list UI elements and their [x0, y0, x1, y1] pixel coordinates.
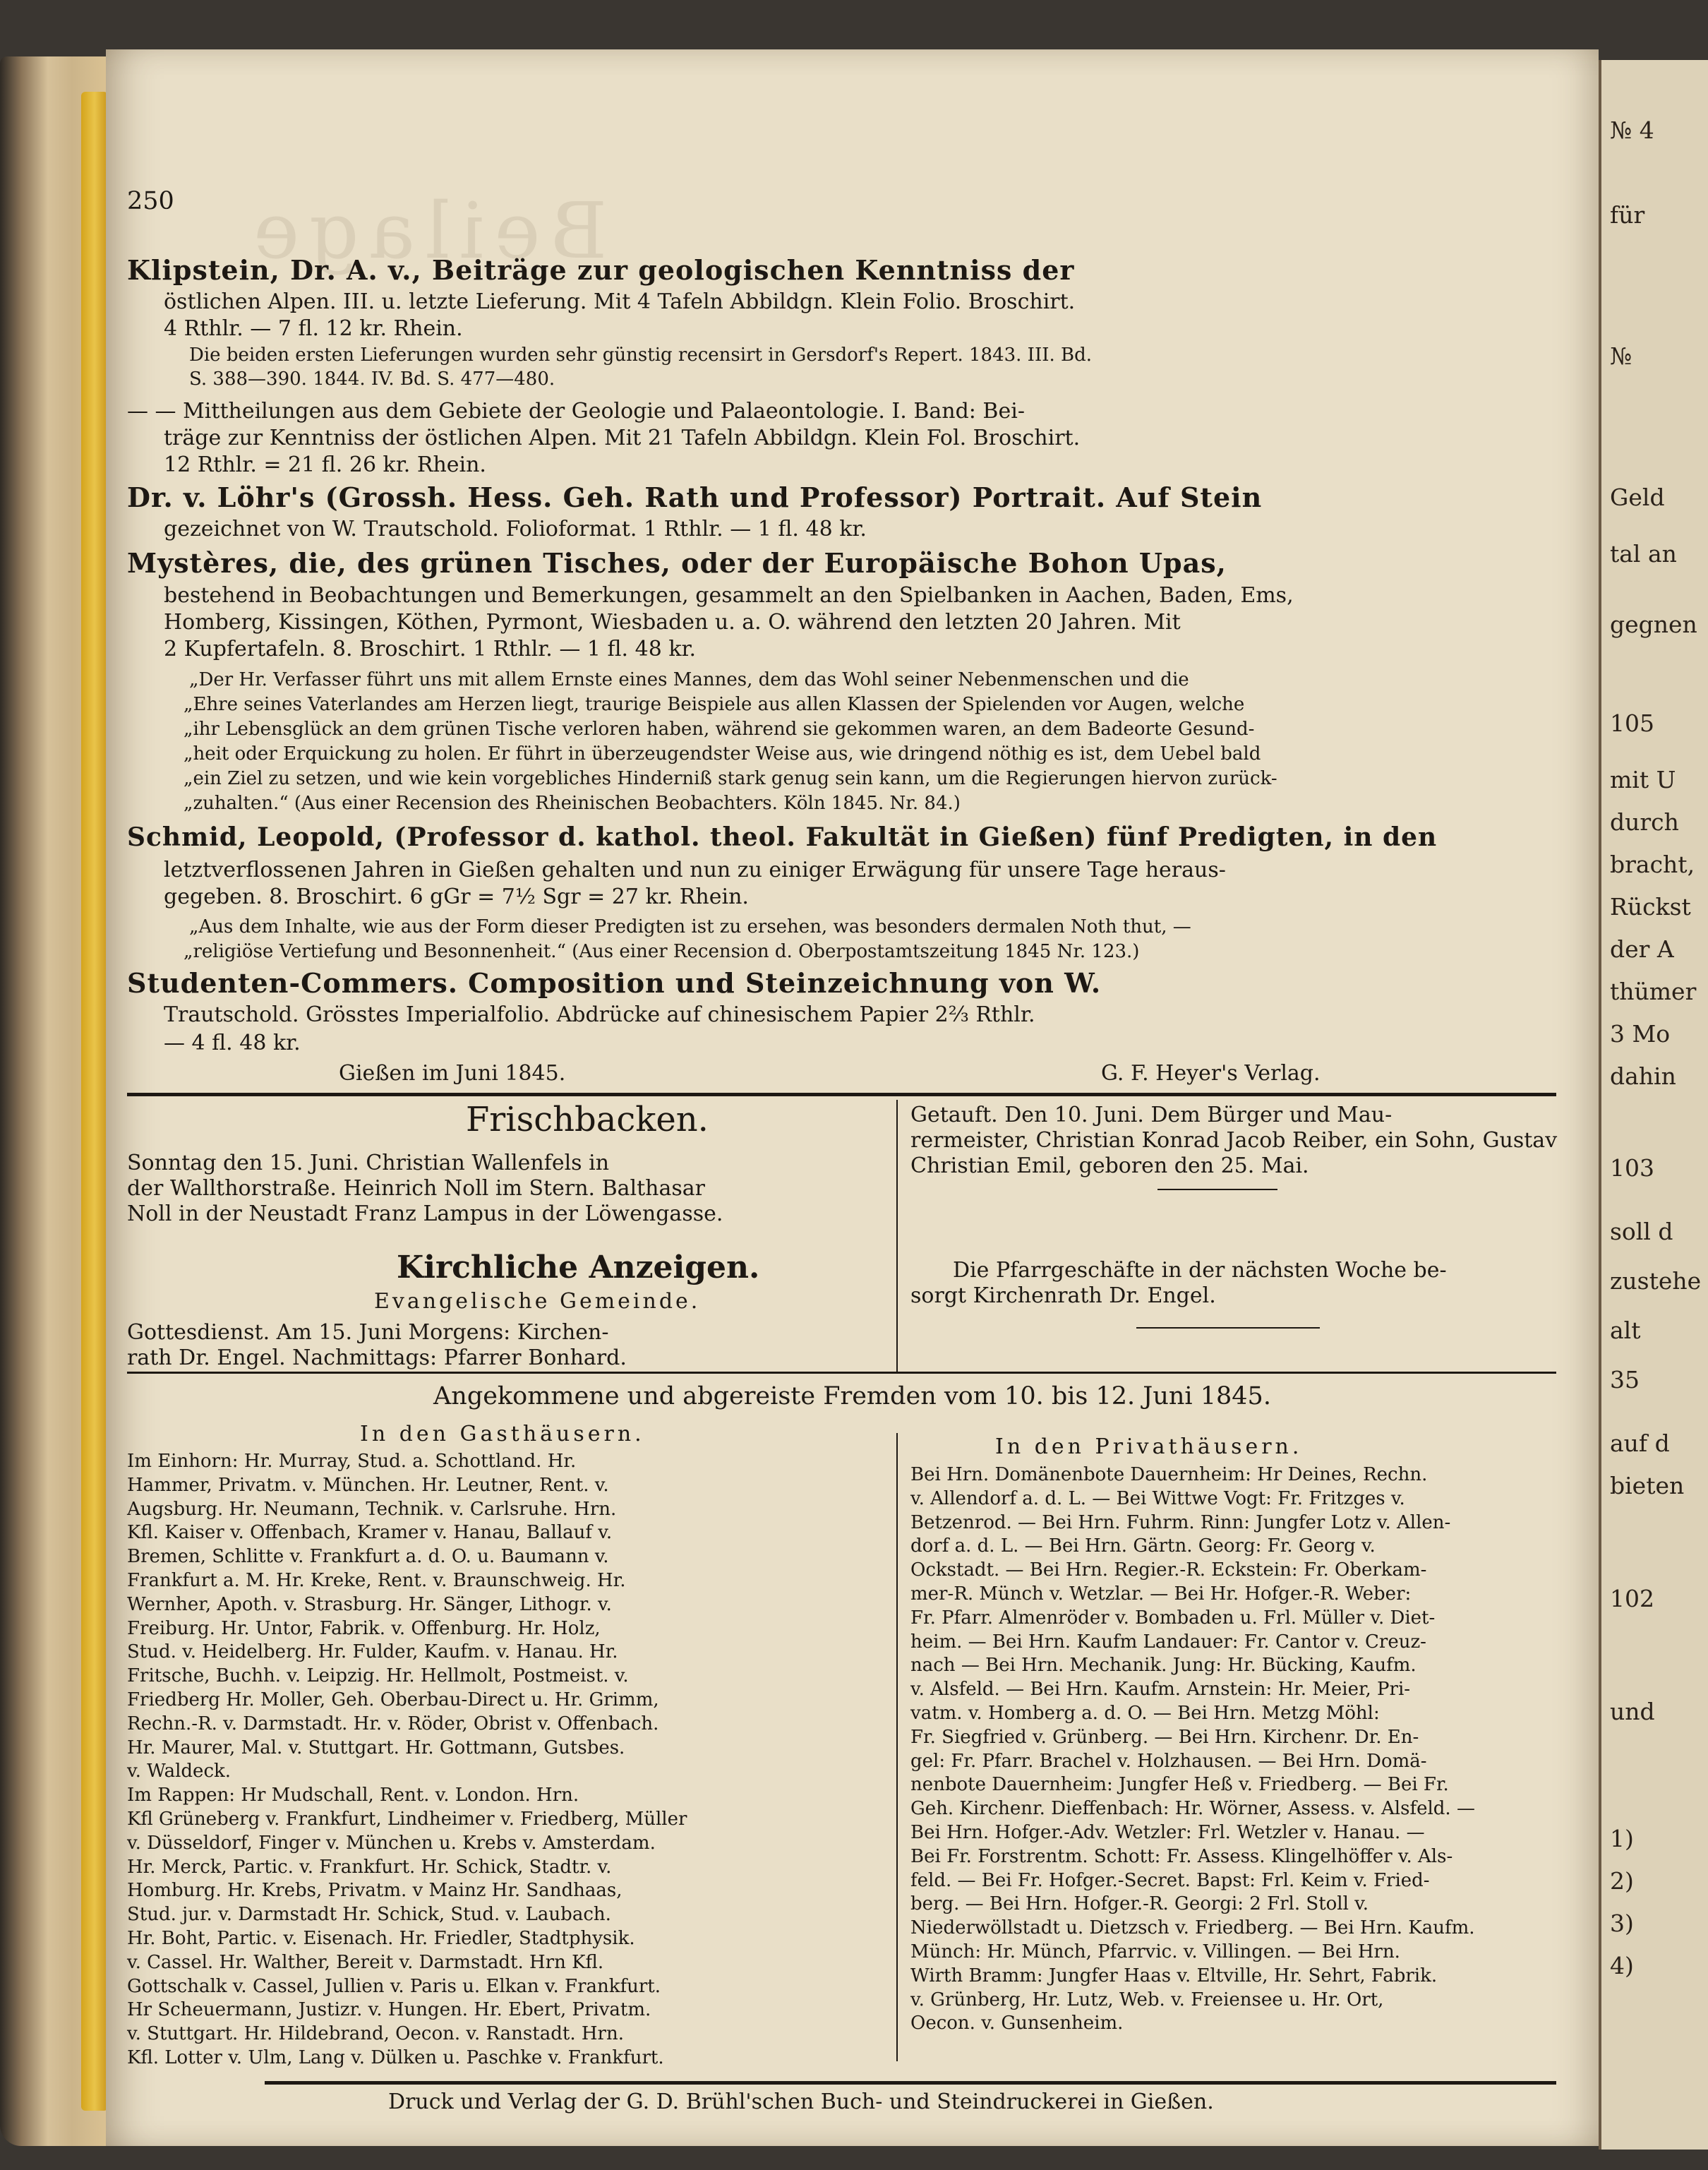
schmid-quote: „religiöse Vertiefung und Besonnenheit.“ (Aus einer Recension d. Oberpostamtszeitung 1845 Nr. 123.) — [184, 941, 1140, 962]
next-page-fragment: der A — [1610, 935, 1674, 963]
bleed-through-title: Beilage — [243, 186, 608, 276]
next-page-fragment: durch — [1610, 808, 1679, 836]
frischbacken-title: Frischbacken. — [466, 1100, 709, 1139]
fremden-list-line: Fr. Siegfried v. Grünberg. — Bei Hrn. Kirchenr. Dr. En- — [910, 1726, 1419, 1748]
mysteres-quote: „ein Ziel zu setzen, und wie kein vorgebliches Hinderniß stark genug sein kann, um die Regierungen hiervon zurück- — [184, 768, 1277, 789]
fremden-list-line: Hr. Boht, Partic. v. Eisenach. Hr. Friedler, Stadtphysik. — [127, 1928, 635, 1949]
frischbacken-line: Sonntag den 15. Juni. Christian Wallenfels in — [127, 1151, 610, 1175]
klipstein-note: Die beiden ersten Lieferungen wurden sehr günstig recensirt in Gersdorf's Repert. 1843. III. Bd. — [189, 344, 1093, 366]
klipstein-heading: Klipstein, Dr. A. v., Beiträge zur geologischen Kenntniss der — [127, 254, 1075, 286]
next-page-fragment: № — [1610, 342, 1632, 370]
next-page-fragment: Rückst — [1610, 893, 1691, 921]
commers-line: Trautschold. Grösstes Imperialfolio. Abdrücke auf chinesischem Papier 2⅔ Rthlr. — [164, 1002, 1035, 1027]
fremden-list-line: Bei Hrn. Hofger.-Adv. Wetzler: Frl. Wetzler v. Hanau. — — [910, 1822, 1425, 1843]
separator-rule — [127, 1372, 1556, 1374]
fremden-list-line: Bremen, Schlitte v. Frankfurt a. d. O. u. Baumann v. — [127, 1546, 609, 1568]
mysteres-line: Homberg, Kissingen, Köthen, Pyrmont, Wiesbaden u. a. O. während den letzten 20 Jahren. Mit — [164, 610, 1181, 635]
next-page-fragment: für — [1610, 201, 1645, 229]
next-page-fragment: alt — [1610, 1317, 1641, 1344]
mittheilungen-line: — — Mittheilungen aus dem Gebiete der Geologie und Palaeontologie. I. Band: Bei- — [127, 399, 1025, 424]
next-page-fragment: 4) — [1610, 1952, 1634, 1979]
next-page-edge — [1599, 60, 1708, 2150]
fremden-list-line: Münch: Hr. Münch, Pfarrvic. v. Villingen. — Bei Hrn. — [910, 1941, 1400, 1962]
bottom-rule — [265, 2081, 1556, 2085]
fremden-list-line: Fritsche, Buchh. v. Leipzig. Hr. Hellmolt, Postmeist. v. — [127, 1665, 629, 1687]
mysteres-quote: „ihr Lebensglück an dem grünen Tische verloren haben, während sie gekommen waren, an dem Badeorte Gesund- — [184, 719, 1255, 740]
fremden-list-line: feld. — Bei Fr. Hofger.-Secret. Bapst: Frl. Keim v. Fried- — [910, 1869, 1430, 1891]
fremden-list-line: Im Rappen: Hr Mudschall, Rent. v. London. Hrn. — [127, 1785, 579, 1806]
fremden-list-line: v. Alsfeld. — Bei Hrn. Kaufm. Arnstein: Hr. Meier, Pri- — [910, 1679, 1411, 1701]
fremden-list-line: mer-R. Münch v. Wetzlar. — Bei Hr. Hofger.-R. Weber: — [910, 1583, 1412, 1605]
fremden-list-line: Kfl. Lotter v. Ulm, Lang v. Dülken u. Paschke v. Frankfurt. — [127, 2047, 664, 2068]
fremden-list-line: berg. — Bei Hrn. Hofger.-R. Georgi: 2 Frl. Stoll v. — [910, 1893, 1369, 1915]
next-page-fragment: bracht, — [1610, 851, 1695, 878]
fremden-list-line: dorf a. d. L. — Bei Hrn. Gärtn. Georg: Fr. Georg v. — [910, 1535, 1376, 1557]
fremden-title: Angekommene und abgereiste Fremden vom 10. bis 12. Juni 1845. — [433, 1382, 1271, 1410]
loehr-line: gezeichnet von W. Trautschold. Folioformat. 1 Rthlr. — 1 fl. 48 kr. — [164, 517, 867, 541]
next-page-fragment: bieten — [1610, 1472, 1685, 1499]
mittheilungen-line: 12 Rthlr. = 21 fl. 26 kr. Rhein. — [164, 452, 486, 477]
fremden-list-line: Kfl Grüneberg v. Frankfurt, Lindheimer v. Friedberg, Müller — [127, 1809, 687, 1830]
gasthaeuser-heading: In den Gasthäusern. — [360, 1422, 645, 1446]
schmid-line: letztverflossenen Jahren in Gießen gehalten und nun zu einiger Erwägung für unsere Tage heraus- — [164, 858, 1226, 882]
commers-line: — 4 fl. 48 kr. — [164, 1031, 301, 1055]
pfarr-line: sorgt Kirchenrath Dr. Engel. — [910, 1283, 1216, 1308]
mysteres-quote: „Der Hr. Verfasser führt uns mit allem Ernste eines Mannes, dem das Wohl seiner Nebenmenschen und die — [189, 669, 1189, 690]
kirchliche-subtitle: Evangelische Gemeinde. — [374, 1289, 701, 1314]
fremden-list-line: Bei Fr. Forstrentm. Schott: Fr. Assess. Klingelhöffer v. Als- — [910, 1845, 1453, 1867]
fremden-list-line: Hr. Maurer, Mal. v. Stuttgart. Hr. Gottmann, Gutsbes. — [127, 1737, 625, 1758]
yellow-page-edge — [81, 92, 108, 2111]
frischbacken-line: Noll in der Neustadt Franz Lampus in der Löwengasse. — [127, 1201, 723, 1226]
schmid-line: gegeben. 8. Broschirt. 6 gGr = 7½ Sgr = 27 kr. Rhein. — [164, 885, 749, 909]
fremden-list-line: Hr Scheuermann, Justizr. v. Hungen. Hr. Ebert, Privatm. — [127, 1999, 651, 2021]
pfarr-line: Die Pfarrgeschäfte in der nächsten Woche be- — [953, 1258, 1447, 1283]
fremden-list-line: v. Cassel. Hr. Walther, Bereit v. Darmstadt. Hrn Kfl. — [127, 1951, 604, 1973]
fremden-list-line: nenbote Dauernheim: Jungfer Heß v. Friedberg. — Bei Fr. — [910, 1774, 1449, 1796]
kirchliche-line: Gottesdienst. Am 15. Juni Morgens: Kirchen- — [127, 1320, 609, 1345]
next-page-fragment: gegnen — [1610, 611, 1697, 638]
publisher-name: G. F. Heyer's Verlag. — [1101, 1061, 1321, 1086]
fremden-list-line: v. Allendorf a. d. L. — Bei Wittwe Vogt: Fr. Fritzges v. — [910, 1487, 1405, 1509]
next-page-fragment: 3 Mo — [1610, 1020, 1671, 1048]
publisher-place-date: Gießen im Juni 1845. — [339, 1061, 566, 1086]
privathaeuser-heading: In den Privathäusern. — [995, 1434, 1303, 1459]
next-page-fragment: 1) — [1610, 1825, 1634, 1852]
next-page-fragment: und — [1610, 1698, 1655, 1725]
next-page-fragment: dahin — [1610, 1062, 1676, 1090]
page-number: 250 — [127, 187, 174, 215]
next-page-fragment: 3) — [1610, 1910, 1634, 1937]
mysteres-quote: „Ehre seines Vaterlandes am Herzen liegt, traurige Beispiele aus allen Klassen der Spielenden vor Augen, welche — [184, 694, 1245, 715]
next-page-fragment: mit U — [1610, 766, 1676, 793]
fremden-list-line: Fr. Pfarr. Almenröder v. Bombaden u. Frl. Müller v. Diet- — [910, 1607, 1436, 1629]
next-page-fragment: auf d — [1610, 1429, 1670, 1457]
frischbacken-line: der Wallthorstraße. Heinrich Noll im Stern. Balthasar — [127, 1176, 706, 1201]
loehr-heading: Dr. v. Löhr's (Grossh. Hess. Geh. Rath und Professor) Portrait. Auf Stein — [127, 481, 1263, 513]
getauft-line: Christian Emil, geboren den 25. Mai. — [910, 1153, 1309, 1178]
mittheilungen-line: träge zur Kenntniss der östlichen Alpen. Mit 21 Tafeln Abbildgn. Klein Fol. Broschirt. — [164, 426, 1081, 450]
fremden-list-line: heim. — Bei Hrn. Kaufm Landauer: Fr. Cantor v. Creuz- — [910, 1631, 1426, 1653]
klipstein-note: S. 388—390. 1844. IV. Bd. S. 477—480. — [189, 368, 555, 390]
fremden-list-line: Niederwöllstadt u. Dietzsch v. Friedberg. — Bei Hrn. Kaufm. — [910, 1917, 1475, 1939]
column-divider — [896, 1433, 898, 2061]
fremden-list-line: Friedberg Hr. Moller, Geh. Oberbau-Direct u. Hr. Grimm, — [127, 1689, 659, 1710]
fremden-list-line: v. Düsseldorf, Finger v. München u. Krebs v. Amsterdam. — [127, 1832, 656, 1854]
next-page-fragment: 105 — [1610, 709, 1654, 737]
next-page-fragment: 2) — [1610, 1867, 1634, 1895]
getauft-line: rermeister, Christian Konrad Jacob Reiber, ein Sohn, Gustav — [910, 1128, 1558, 1153]
fremden-list-line: Augsburg. Hr. Neumann, Technik. v. Carlsruhe. Hrn. — [127, 1498, 617, 1520]
fremden-list-line: Hammer, Privatm. v. München. Hr. Leutner, Rent. v. — [127, 1474, 609, 1496]
schmid-heading: Schmid, Leopold, (Professor d. kathol. theol. Fakultät in Gießen) fünf Predigten, in den — [127, 822, 1438, 852]
fremden-list-line: Gottschalk v. Cassel, Jullien v. Paris u. Elkan v. Frankfurt. — [127, 1975, 661, 1997]
fremden-list-line: Geh. Kirchenr. Dieffenbach: Hr. Wörner, Assess. v. Alsfeld. — — [910, 1798, 1475, 1820]
fremden-list-line: Bei Hrn. Domänenbote Dauernheim: Hr Deines, Rechn. — [910, 1464, 1428, 1485]
next-page-fragment: thümer — [1610, 978, 1697, 1005]
next-page-fragment: 35 — [1610, 1366, 1640, 1393]
getauft-line: Getauft. Den 10. Juni. Dem Bürger und Mau- — [910, 1103, 1393, 1127]
fremden-list-line: Frankfurt a. M. Hr. Kreke, Rent. v. Braunschweig. Hr. — [127, 1570, 626, 1591]
klipstein-line: 4 Rthlr. — 7 fl. 12 kr. Rhein. — [164, 316, 463, 341]
schmid-quote: „Aus dem Inhalte, wie aus der Form dieser Predigten ist zu ersehen, was besonders dermalen Noth thut, — — [189, 916, 1191, 937]
next-page-fragment: zustehe — [1610, 1267, 1702, 1295]
fremden-list-line: Homburg. Hr. Krebs, Privatm. v Mainz Hr. Sandhaas, — [127, 1880, 623, 1902]
fremden-list-line: Ockstadt. — Bei Hrn. Regier.-R. Eckstein: Fr. Oberkam- — [910, 1559, 1427, 1581]
short-rule — [1136, 1327, 1320, 1329]
klipstein-line: östlichen Alpen. III. u. letzte Lieferung. Mit 4 Tafeln Abbildgn. Klein Folio. Broschirt. — [164, 289, 1076, 314]
fremden-list-line: vatm. v. Homberg a. d. O. — Bei Hrn. Metzg Möhl: — [910, 1703, 1380, 1724]
imprint: Druck und Verlag der G. D. Brühl'schen Buch- und Steindruckerei in Gießen. — [388, 2090, 1214, 2114]
column-divider — [896, 1100, 898, 1372]
next-page-fragment: 103 — [1610, 1154, 1654, 1182]
fremden-list-line: Freiburg. Hr. Untor, Fabrik. v. Offenburg. Hr. Holz, — [127, 1617, 601, 1639]
short-rule — [1157, 1189, 1277, 1190]
next-page-fragment: № 4 — [1610, 116, 1654, 144]
fremden-list-line: Stud. jur. v. Darmstadt Hr. Schick, Stud. v. Laubach. — [127, 1904, 611, 1926]
fremden-list-line: Kfl. Kaiser v. Offenbach, Kramer v. Hanau, Ballauf v. — [127, 1522, 613, 1544]
fremden-list-line: Stud. v. Heidelberg. Hr. Fulder, Kaufm. v. Hanau. Hr. — [127, 1641, 618, 1663]
kirchliche-title: Kirchliche Anzeigen. — [397, 1249, 760, 1285]
mysteres-quote: „heit oder Erquickung zu holen. Er führt in überzeugendster Weise aus, wie dringend nöthig es ist, dem Uebel bald — [184, 743, 1261, 765]
separator-rule — [127, 1093, 1556, 1096]
fremden-list-line: Hr. Merck, Partic. v. Frankfurt. Hr. Schick, Stadtr. v. — [127, 1856, 612, 1878]
fremden-list-line: Rechn.-R. v. Darmstadt. Hr. v. Röder, Obrist v. Offenbach. — [127, 1713, 659, 1734]
fremden-list-line: Betzenrod. — Bei Hrn. Fuhrm. Rinn: Jungfer Lotz v. Allen- — [910, 1511, 1451, 1533]
mysteres-line: bestehend in Beobachtungen und Bemerkungen, gesammelt an den Spielbanken in Aachen, Baden, Ems, — [164, 583, 1294, 608]
fremden-list-line: v. Waldeck. — [127, 1761, 231, 1782]
fremden-list-line: Wernher, Apoth. v. Strasburg. Hr. Sänger, Lithogr. v. — [127, 1593, 612, 1615]
fremden-list-line: Im Einhorn: Hr. Murray, Stud. a. Schottland. Hr. — [127, 1451, 577, 1472]
mysteres-quote: „zuhalten.“ (Aus einer Recension des Rheinischen Beobachters. Köln 1845. Nr. 84.) — [184, 793, 961, 814]
mysteres-line: 2 Kupfertafeln. 8. Broschirt. 1 Rthlr. — 1 fl. 48 kr. — [164, 637, 697, 661]
next-page-fragment: 102 — [1610, 1585, 1654, 1612]
next-page-fragment: soll d — [1610, 1218, 1673, 1245]
fremden-list-line: gel: Fr. Pfarr. Brachel v. Holzhausen. — Bei Hrn. Domä- — [910, 1750, 1427, 1772]
mysteres-heading: Mystères, die, des grünen Tisches, oder der Europäische Bohon Upas, — [127, 547, 1227, 579]
kirchliche-line: rath Dr. Engel. Nachmittags: Pfarrer Bonhard. — [127, 1345, 627, 1370]
fremden-list-line: Oecon. v. Gunsenheim. — [910, 2013, 1124, 2034]
next-page-fragment: Geld — [1610, 484, 1665, 511]
commers-heading: Studenten-Commers. Composition und Steinzeichnung von W. — [127, 967, 1102, 999]
fremden-list-line: Wirth Bramm: Jungfer Haas v. Eltville, Hr. Sehrt, Fabrik. — [910, 1965, 1438, 1986]
book-page — [106, 49, 1599, 2146]
fremden-list-line: v. Grünberg, Hr. Lutz, Web. v. Freiensee u. Hr. Ort, — [910, 1989, 1384, 2010]
fremden-list-line: nach — Bei Hrn. Mechanik. Jung: Hr. Bücking, Kaufm. — [910, 1655, 1417, 1677]
next-page-fragment: tal an — [1610, 540, 1677, 568]
fremden-list-line: v. Stuttgart. Hr. Hildebrand, Oecon. v. Ranstadt. Hrn. — [127, 2023, 624, 2045]
